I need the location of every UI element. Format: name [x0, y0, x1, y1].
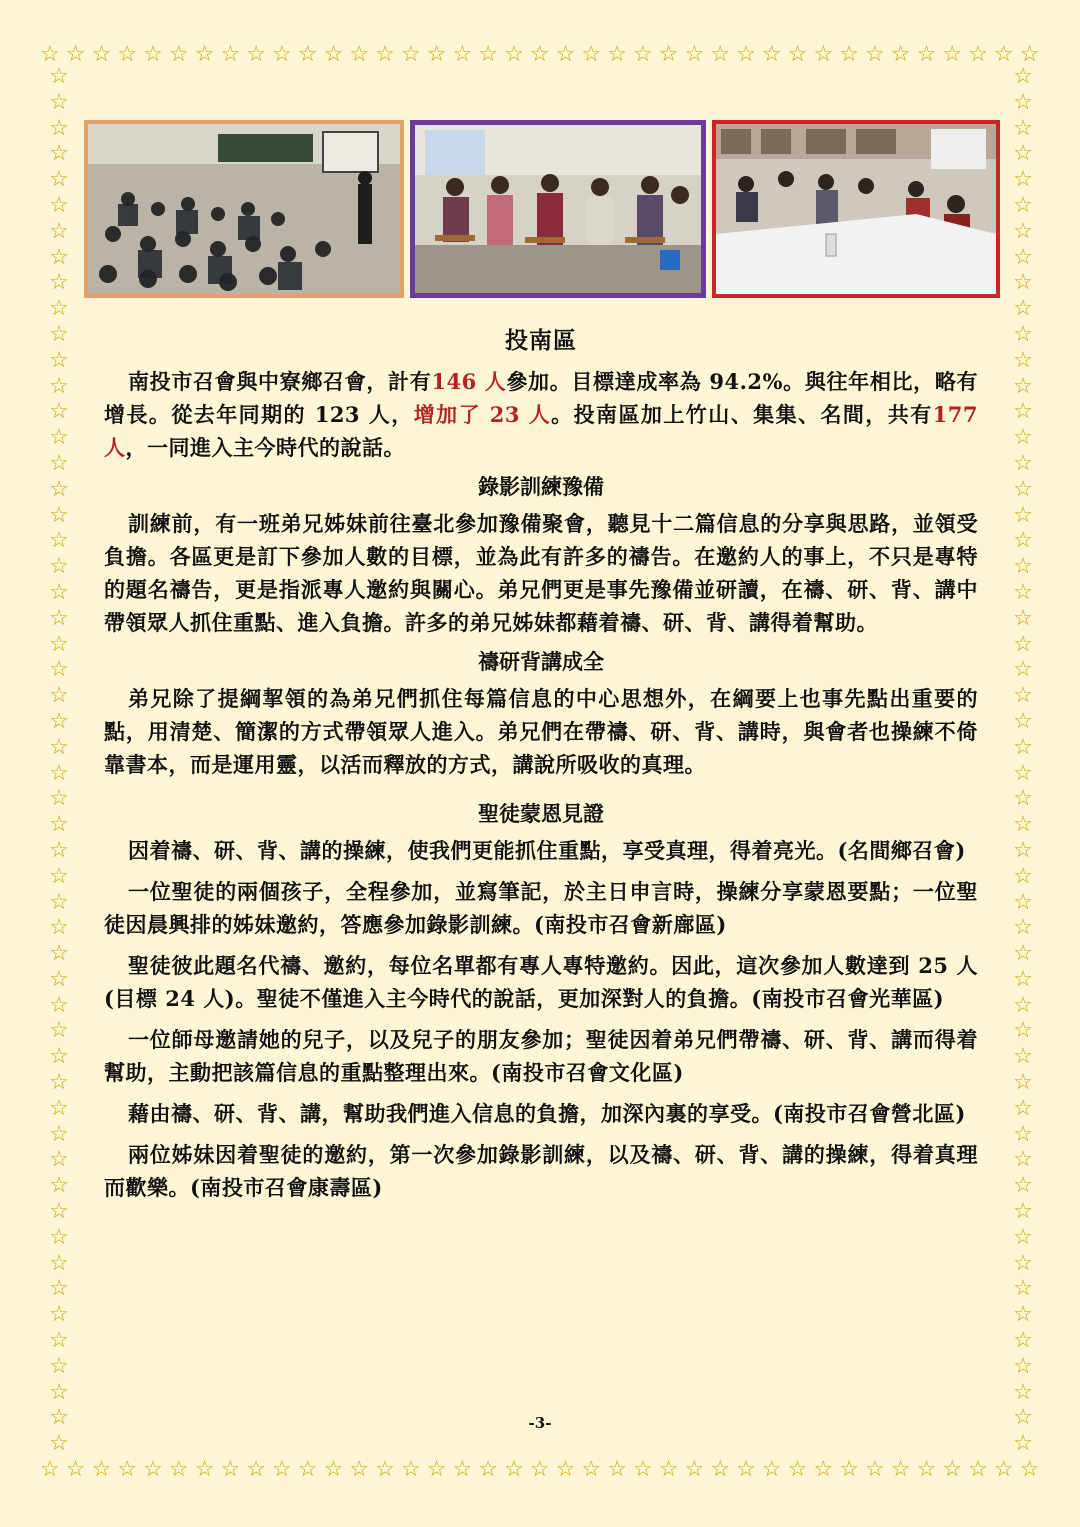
star-icon: ☆ [49, 554, 69, 580]
star-icon: ☆ [49, 605, 69, 631]
star-icon: ☆ [272, 42, 292, 67]
star-icon: ☆ [1013, 837, 1033, 863]
star-icon: ☆ [1013, 399, 1033, 425]
star-icon: ☆ [1013, 321, 1033, 347]
intro-paragraph: 南投市召會與中寮鄉召會，計有146 人參加。目標達成率為 94.2%。與往年相比，略有增長。從去年同期的 123 人，增加了 23 人。投南區加上竹山、集集、名間，共有177 人，一同進入主今時代的說話。 [104, 369, 978, 460]
star-icon: ☆ [194, 1457, 215, 1482]
star-icon: ☆ [143, 1457, 163, 1482]
testimony-item: 一位聖徒的兩個孩子，全程參加，並寫筆記，於主日申言時，操練分享蒙恩要點；一位聖徒因晨興排的姊妹邀約，答應參加錄影訓練。(南投市召會新廍區) [104, 879, 978, 937]
star-icon: ☆ [49, 141, 69, 167]
star-icon: ☆ [1013, 1431, 1033, 1457]
star-icon: ☆ [49, 1379, 69, 1405]
star-icon: ☆ [684, 1457, 705, 1482]
star-icon: ☆ [49, 1199, 69, 1225]
star-icon: ☆ [1013, 1328, 1033, 1354]
star-icon: ☆ [168, 42, 189, 67]
star-icon: ☆ [49, 683, 69, 709]
star-icon: ☆ [632, 42, 653, 67]
star-icon: ☆ [49, 89, 69, 115]
star-icon: ☆ [49, 64, 69, 89]
star-icon: ☆ [49, 425, 69, 451]
star-icon: ☆ [813, 1457, 834, 1482]
star-icon: ☆ [736, 1457, 756, 1482]
star-icon: ☆ [49, 192, 69, 218]
star-icon: ☆ [607, 42, 627, 67]
star-icon: ☆ [1013, 1224, 1033, 1250]
testimony-item: 藉由禱、研、背、講，幫助我們進入信息的負擔，加深內裏的享受。(南投市召會營北區) [128, 1101, 966, 1126]
star-icon: ☆ [1013, 1199, 1033, 1225]
star-icon: ☆ [1013, 141, 1033, 167]
star-icon: ☆ [49, 631, 69, 657]
star-icon: ☆ [49, 502, 69, 528]
star-icon: ☆ [1013, 786, 1033, 812]
star-icon: ☆ [1013, 1018, 1033, 1044]
star-icon: ☆ [632, 1457, 653, 1482]
attendance-highlight: 146 人 [431, 369, 507, 394]
star-icon: ☆ [49, 1224, 69, 1250]
star-icon: ☆ [40, 42, 60, 67]
star-icon: ☆ [1013, 1070, 1033, 1096]
photo-strip [84, 120, 1000, 298]
article-title: 投南區 [505, 327, 577, 354]
star-icon: ☆ [49, 476, 69, 502]
star-icon: ☆ [916, 1457, 937, 1482]
section-paragraph: 弟兄除了提綱挈領的為弟兄們抓住每篇信息的中心思想外，在綱要上也事先點出重要的點，用清楚、簡潔的方式帶領眾人進入。弟兄們在帶禱、研、背、講時，與會者也操練不倚靠書本，而是運用靈，以活而釋放的方式，講說所吸收的真理。 [104, 686, 978, 777]
star-icon: ☆ [1013, 270, 1033, 296]
section-heading: 錄影訓練豫備 [478, 474, 604, 499]
star-icon: ☆ [49, 1018, 69, 1044]
star-icon: ☆ [1013, 64, 1033, 89]
star-icon: ☆ [787, 1457, 808, 1482]
star-icon: ☆ [246, 1457, 266, 1482]
star-icon: ☆ [49, 1302, 69, 1328]
star-icon: ☆ [49, 1147, 69, 1173]
star-icon: ☆ [993, 1457, 1014, 1482]
star-icon: ☆ [49, 1276, 69, 1302]
increase-highlight: 增加了 23 人 [413, 402, 552, 427]
star-icon: ☆ [813, 42, 834, 67]
star-icon: ☆ [1013, 373, 1033, 399]
star-icon: ☆ [1013, 502, 1033, 528]
star-icon: ☆ [49, 863, 69, 889]
star-icon: ☆ [272, 1457, 292, 1482]
star-icon: ☆ [49, 1353, 69, 1379]
star-icon: ☆ [761, 42, 782, 67]
star-icon: ☆ [1013, 347, 1033, 373]
star-icon: ☆ [49, 837, 69, 863]
star-icon: ☆ [710, 42, 731, 67]
star-icon: ☆ [117, 42, 138, 67]
star-icon: ☆ [555, 42, 576, 67]
star-border-left [44, 66, 74, 1456]
star-icon: ☆ [1013, 760, 1033, 786]
star-icon: ☆ [865, 42, 885, 67]
star-icon: ☆ [890, 42, 911, 67]
star-icon: ☆ [40, 1457, 60, 1482]
star-icon: ☆ [890, 1457, 911, 1482]
star-icon: ☆ [1013, 1121, 1033, 1147]
star-icon: ☆ [1013, 631, 1033, 657]
star-icon: ☆ [65, 42, 86, 67]
star-icon: ☆ [49, 657, 69, 683]
star-icon: ☆ [1013, 889, 1033, 915]
star-icon: ☆ [49, 347, 69, 373]
star-icon: ☆ [1013, 579, 1033, 605]
star-icon: ☆ [1013, 1353, 1033, 1379]
star-icon: ☆ [1013, 425, 1033, 451]
star-icon: ☆ [49, 1044, 69, 1070]
star-icon: ☆ [49, 1250, 69, 1276]
star-icon: ☆ [49, 915, 69, 941]
star-icon: ☆ [49, 889, 69, 915]
star-icon: ☆ [478, 42, 499, 67]
star-icon: ☆ [49, 941, 69, 967]
star-icon: ☆ [1013, 657, 1033, 683]
star-icon: ☆ [607, 1457, 627, 1482]
star-icon: ☆ [49, 966, 69, 992]
star-icon: ☆ [220, 42, 241, 67]
star-icon: ☆ [91, 42, 112, 67]
star-icon: ☆ [400, 42, 421, 67]
star-icon: ☆ [426, 1457, 447, 1482]
total-highlight: 177 人 [104, 402, 978, 460]
star-icon: ☆ [297, 1457, 318, 1482]
star-icon: ☆ [426, 42, 447, 67]
star-icon: ☆ [297, 42, 318, 67]
star-icon: ☆ [1013, 218, 1033, 244]
star-icon: ☆ [478, 1457, 499, 1482]
testimony-item: 因着禱、研、背、講的操練，使我們更能抓住重點，享受真理，得着亮光。(名間鄉召會) [128, 838, 966, 863]
star-icon: ☆ [1013, 115, 1033, 141]
star-icon: ☆ [1013, 1147, 1033, 1173]
star-icon: ☆ [49, 296, 69, 322]
star-icon: ☆ [761, 1457, 782, 1482]
star-icon: ☆ [555, 1457, 576, 1482]
star-icon: ☆ [993, 42, 1014, 67]
star-icon: ☆ [49, 321, 69, 347]
star-icon: ☆ [49, 399, 69, 425]
star-icon: ☆ [49, 1405, 69, 1431]
star-icon: ☆ [1019, 42, 1040, 67]
star-icon: ☆ [1013, 1276, 1033, 1302]
star-icon: ☆ [529, 42, 550, 67]
star-icon: ☆ [49, 1173, 69, 1199]
section-heading: 禱研背講成全 [478, 649, 604, 674]
star-icon: ☆ [49, 115, 69, 141]
star-icon: ☆ [710, 1457, 731, 1482]
star-icon: ☆ [65, 1457, 86, 1482]
star-icon: ☆ [1013, 296, 1033, 322]
star-icon: ☆ [1013, 192, 1033, 218]
star-border-right [1008, 66, 1038, 1456]
star-icon: ☆ [49, 1431, 69, 1457]
star-icon: ☆ [49, 244, 69, 270]
star-icon: ☆ [1013, 683, 1033, 709]
star-icon: ☆ [1013, 528, 1033, 554]
lecture-hall-photo [84, 120, 404, 298]
star-icon: ☆ [1013, 1173, 1033, 1199]
star-icon: ☆ [49, 579, 69, 605]
star-icon: ☆ [49, 786, 69, 812]
star-icon: ☆ [49, 992, 69, 1018]
star-icon: ☆ [1013, 941, 1033, 967]
star-icon: ☆ [49, 708, 69, 734]
star-icon: ☆ [452, 1457, 473, 1482]
star-icon: ☆ [1013, 167, 1033, 193]
section-paragraph: 訓練前，有一班弟兄姊妹前往臺北參加豫備聚會，聽見十二篇信息的分享與思路，並領受負擔。各區更是訂下參加人數的目標，並為此有許多的禱告。在邀約人的事上，不只是專特的題名禱告，更是指派專人邀約與關心。弟兄們更是事先豫備並研讀，在禱、研、背、講中帶領眾人抓住重點、進入負擔。許多的弟兄姊妹都藉着禱、研、背、講得着幫助。 [104, 511, 978, 635]
testimonies-heading: 聖徒蒙恩見證 [478, 801, 604, 826]
star-icon: ☆ [1013, 734, 1033, 760]
star-icon: ☆ [865, 1457, 885, 1482]
star-icon: ☆ [1013, 915, 1033, 941]
article [104, 322, 978, 1204]
star-icon: ☆ [323, 1457, 344, 1482]
star-icon: ☆ [375, 42, 395, 67]
star-icon: ☆ [1013, 966, 1033, 992]
star-icon: ☆ [529, 1457, 550, 1482]
star-icon: ☆ [581, 42, 602, 67]
star-icon: ☆ [1013, 476, 1033, 502]
star-icon: ☆ [49, 450, 69, 476]
star-icon: ☆ [49, 270, 69, 296]
testimony-item: 一位師母邀請她的兒子，以及兒子的朋友參加；聖徒因着弟兄們帶禱、研、背、講而得着幫助，主動把該篇信息的重點整理出來。(南投市召會文化區) [104, 1027, 978, 1085]
star-icon: ☆ [349, 1457, 370, 1482]
star-icon: ☆ [1013, 1302, 1033, 1328]
star-icon: ☆ [117, 1457, 138, 1482]
star-icon: ☆ [349, 42, 370, 67]
star-icon: ☆ [1013, 244, 1033, 270]
star-icon: ☆ [1013, 708, 1033, 734]
star-icon: ☆ [968, 42, 988, 67]
star-icon: ☆ [49, 1121, 69, 1147]
star-icon: ☆ [49, 812, 69, 838]
star-icon: ☆ [194, 42, 215, 67]
star-icon: ☆ [400, 1457, 421, 1482]
star-icon: ☆ [942, 1457, 963, 1482]
star-icon: ☆ [1013, 992, 1033, 1018]
star-icon: ☆ [1013, 1405, 1033, 1431]
star-border-top [40, 40, 1040, 70]
star-icon: ☆ [504, 42, 524, 67]
seated-congregation-photo [410, 120, 706, 298]
star-icon: ☆ [246, 42, 266, 67]
testimony-item: 聖徒彼此題名代禱、邀約，每位名單都有專人專特邀約。因此，這次參加人數達到 25 人(目標 24 人)。聖徒不僅進入主今時代的說話，更加深對人的負擔。(南投市召會光華區) [104, 953, 978, 1011]
star-icon: ☆ [658, 1457, 679, 1482]
star-icon: ☆ [1013, 89, 1033, 115]
star-icon: ☆ [1019, 1457, 1040, 1482]
star-icon: ☆ [1013, 812, 1033, 838]
star-icon: ☆ [323, 42, 344, 67]
star-icon: ☆ [787, 42, 808, 67]
star-icon: ☆ [452, 42, 473, 67]
star-icon: ☆ [916, 42, 937, 67]
star-icon: ☆ [736, 42, 756, 67]
star-icon: ☆ [91, 1457, 112, 1482]
star-icon: ☆ [1013, 1379, 1033, 1405]
star-icon: ☆ [375, 1457, 395, 1482]
star-icon: ☆ [1013, 554, 1033, 580]
star-border-bottom [40, 1455, 1040, 1485]
star-icon: ☆ [1013, 863, 1033, 889]
star-icon: ☆ [1013, 605, 1033, 631]
star-icon: ☆ [504, 1457, 524, 1482]
star-icon: ☆ [1013, 1250, 1033, 1276]
testimony-item: 兩位姊妹因着聖徒的邀約，第一次參加錄影訓練，以及禱、研、背、講的操練，得着真理而歡樂。(南投市召會康壽區) [104, 1142, 978, 1200]
star-icon: ☆ [220, 1457, 241, 1482]
study-tables-photo [712, 120, 1000, 298]
star-icon: ☆ [49, 1328, 69, 1354]
star-icon: ☆ [968, 1457, 988, 1482]
star-icon: ☆ [1013, 1044, 1033, 1070]
page-number: -3- [528, 1414, 552, 1432]
star-icon: ☆ [49, 218, 69, 244]
star-icon: ☆ [49, 760, 69, 786]
star-icon: ☆ [1013, 450, 1033, 476]
star-icon: ☆ [942, 42, 963, 67]
star-icon: ☆ [581, 1457, 602, 1482]
star-icon: ☆ [49, 1095, 69, 1121]
star-icon: ☆ [658, 42, 679, 67]
star-icon: ☆ [49, 373, 69, 399]
star-icon: ☆ [49, 167, 69, 193]
star-icon: ☆ [684, 42, 705, 67]
star-icon: ☆ [168, 1457, 189, 1482]
star-icon: ☆ [49, 1070, 69, 1096]
star-icon: ☆ [143, 42, 163, 67]
star-icon: ☆ [1013, 1095, 1033, 1121]
star-icon: ☆ [839, 42, 859, 67]
star-icon: ☆ [49, 528, 69, 554]
star-icon: ☆ [839, 1457, 859, 1482]
star-icon: ☆ [49, 734, 69, 760]
